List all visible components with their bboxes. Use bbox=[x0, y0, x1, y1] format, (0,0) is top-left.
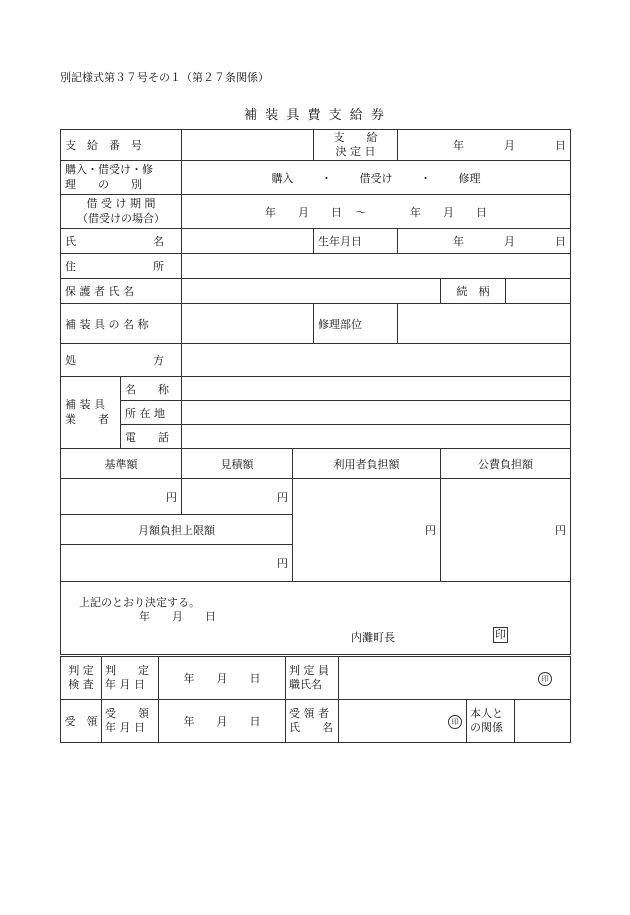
option-shuri[interactable]: 修理 bbox=[458, 171, 481, 185]
field-riyousha[interactable]: 円 bbox=[293, 479, 441, 582]
label-hantei-in: 判 定 員 職氏名 bbox=[286, 657, 339, 700]
seal-mark-icon: 印 bbox=[448, 715, 462, 729]
option-kariuke[interactable]: 借受け bbox=[359, 171, 393, 185]
form-title: 補 装 具 費 支 給 券 bbox=[244, 108, 386, 123]
form-header: 別記様式第３７号その１（第２７条関係） bbox=[60, 71, 269, 84]
label-mitsumori: 見積額 bbox=[182, 449, 293, 479]
field-shozaichi[interactable] bbox=[182, 401, 571, 425]
decision-text: 上記のとおり決定する。 bbox=[79, 596, 200, 609]
field-kijungaku[interactable]: 円 bbox=[61, 479, 182, 515]
label-shimei: 氏 名 bbox=[61, 229, 182, 254]
field-hosougu-meisho[interactable] bbox=[182, 304, 314, 344]
field-mitsumori[interactable]: 円 bbox=[182, 479, 293, 515]
label-riyousha: 利用者負担額 bbox=[293, 449, 441, 479]
decision-area bbox=[61, 582, 571, 655]
field-juryou-date[interactable]: 年 月 日 bbox=[159, 700, 286, 743]
receipt-table bbox=[60, 656, 571, 743]
label-hantei-date: 判 定 年 月 日 bbox=[102, 657, 159, 700]
label-seinengappi: 生年月日 bbox=[314, 229, 398, 254]
field-hantei-in[interactable] bbox=[339, 657, 571, 700]
field-zokugara[interactable] bbox=[506, 279, 571, 304]
mayor-title: 内灘町長 bbox=[351, 631, 395, 644]
label-shikyu-bango: 支 給 番 号 bbox=[61, 130, 182, 161]
field-denwa[interactable] bbox=[182, 425, 571, 449]
field-shimei[interactable] bbox=[182, 229, 314, 254]
label-juryou-sha: 受 領 者 氏 名 bbox=[286, 700, 339, 743]
label-shohou: 処 方 bbox=[61, 344, 182, 377]
field-kankei[interactable] bbox=[515, 700, 571, 743]
option-kounyu[interactable]: 購入 bbox=[271, 171, 294, 185]
label-jusho: 住 所 bbox=[61, 254, 182, 279]
field-kouhi[interactable]: 円 bbox=[441, 479, 571, 582]
label-shozaichi: 所 在 地 bbox=[121, 401, 182, 425]
label-kikan: 借 受 け 期 間 （借受けの場合） bbox=[61, 195, 182, 229]
field-gyousha-meisho[interactable] bbox=[182, 377, 571, 401]
label-hogosha: 保 護 者 氏 名 bbox=[61, 279, 182, 304]
field-kubetsu-options[interactable]: 購入 ・ 借受け ・ 修理 bbox=[182, 161, 571, 195]
label-zokugara: 続 柄 bbox=[441, 279, 506, 304]
label-gyousha-meisho: 名 称 bbox=[121, 377, 182, 401]
field-seinengappi[interactable]: 年 月 日 bbox=[398, 229, 571, 254]
field-shikyu-bango[interactable] bbox=[182, 130, 314, 161]
decision-date[interactable]: 年 月 日 bbox=[139, 610, 216, 623]
field-juryou-sha[interactable] bbox=[339, 700, 467, 743]
label-kijungaku: 基準額 bbox=[61, 449, 182, 479]
field-shikyu-kettei-date[interactable]: 年 月 日 bbox=[398, 130, 571, 161]
label-juryou: 受 領 bbox=[61, 700, 102, 743]
field-shuri-bui[interactable] bbox=[398, 304, 571, 344]
field-hantei-date[interactable]: 年 月 日 bbox=[159, 657, 286, 700]
label-gyousha: 補 装 具 業 者 bbox=[61, 377, 121, 449]
official-seal: 印 bbox=[495, 628, 506, 641]
label-juryou-date: 受 領 年 月 日 bbox=[102, 700, 159, 743]
main-form-table bbox=[60, 129, 571, 655]
label-hosougu-meisho: 補 装 具 の 名 称 bbox=[61, 304, 182, 344]
label-getsugaku: 月額負担上限額 bbox=[61, 515, 293, 545]
seal-mark-icon: 印 bbox=[538, 672, 552, 686]
field-getsugaku[interactable]: 円 bbox=[61, 545, 293, 582]
label-shuri-bui: 修理部位 bbox=[314, 304, 398, 344]
label-kubetsu: 購入・借受け・修 理 の 別 bbox=[61, 161, 182, 195]
label-hantei: 判 定 検 査 bbox=[61, 657, 102, 700]
field-jusho[interactable] bbox=[182, 254, 571, 279]
field-kikan[interactable]: 年 月 日 〜 年 月 日 bbox=[182, 195, 571, 229]
label-kouhi: 公費負担額 bbox=[441, 449, 571, 479]
label-kankei: 本人と の関係 bbox=[467, 700, 515, 743]
field-hogosha[interactable] bbox=[182, 279, 441, 304]
label-shikyu-kettei: 支 給 決 定 日 bbox=[314, 130, 398, 161]
label-denwa: 電 話 bbox=[121, 425, 182, 449]
field-shohou[interactable] bbox=[182, 344, 571, 377]
